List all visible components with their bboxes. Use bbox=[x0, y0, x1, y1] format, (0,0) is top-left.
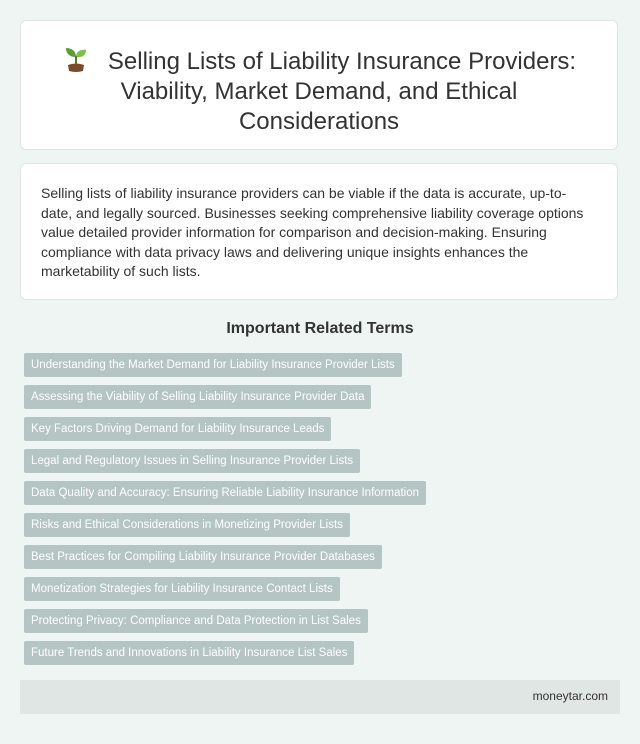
related-term-tag[interactable]: Future Trends and Innovations in Liability Insurance List Sales bbox=[24, 641, 354, 665]
related-term-tag[interactable]: Best Practices for Compiling Liability Insurance Provider Databases bbox=[24, 545, 382, 569]
related-term-tag[interactable]: Risks and Ethical Considerations in Monetizing Provider Lists bbox=[24, 513, 350, 537]
related-terms-list bbox=[24, 353, 624, 673]
page-title-text: Selling Lists of Liability Insurance Providers: Viability, Market Demand, and Ethical Considerations bbox=[107, 48, 577, 135]
related-term-item bbox=[24, 641, 624, 665]
related-term-item bbox=[24, 417, 624, 441]
related-term-item bbox=[24, 513, 624, 537]
related-term-tag[interactable]: Protecting Privacy: Compliance and Data Protection in List Sales bbox=[24, 609, 368, 633]
related-term-tag[interactable]: Assessing the Viability of Selling Liability Insurance Provider Data bbox=[24, 385, 371, 409]
related-term-tag[interactable]: Key Factors Driving Demand for Liability Insurance Leads bbox=[24, 417, 331, 441]
related-term-tag[interactable]: Data Quality and Accuracy: Ensuring Reliable Liability Insurance Information bbox=[24, 481, 426, 505]
related-terms-heading: Important Related Terms bbox=[226, 320, 414, 337]
footer bbox=[20, 680, 620, 714]
title-card bbox=[20, 20, 618, 150]
intro-paragraph: Selling lists of liability insurance providers can be viable if the data is accurate, up-to-date, and legally sourced. Businesses seeking comprehensive liability coverage options value detailed provider information for comparison and decision-making. Ensuring compliance with data privacy laws and delivering unique insights enhances the marketability of such lists. bbox=[41, 185, 584, 279]
footer-site-name: moneytar.com bbox=[532, 689, 608, 703]
related-term-item bbox=[24, 353, 624, 377]
related-term-item bbox=[24, 481, 624, 505]
page-title bbox=[21, 21, 617, 137]
related-term-item bbox=[24, 609, 624, 633]
related-term-item bbox=[24, 545, 624, 569]
related-term-tag[interactable]: Understanding the Market Demand for Liability Insurance Provider Lists bbox=[24, 353, 402, 377]
related-term-item bbox=[24, 577, 624, 601]
related-term-tag[interactable]: Monetization Strategies for Liability Insurance Contact Lists bbox=[24, 577, 340, 601]
related-term-item bbox=[24, 449, 624, 473]
related-term-tag[interactable]: Legal and Regulatory Issues in Selling Insurance Provider Lists bbox=[24, 449, 360, 473]
sprout-icon bbox=[62, 45, 90, 73]
related-term-item bbox=[24, 385, 624, 409]
intro-card bbox=[20, 163, 618, 300]
